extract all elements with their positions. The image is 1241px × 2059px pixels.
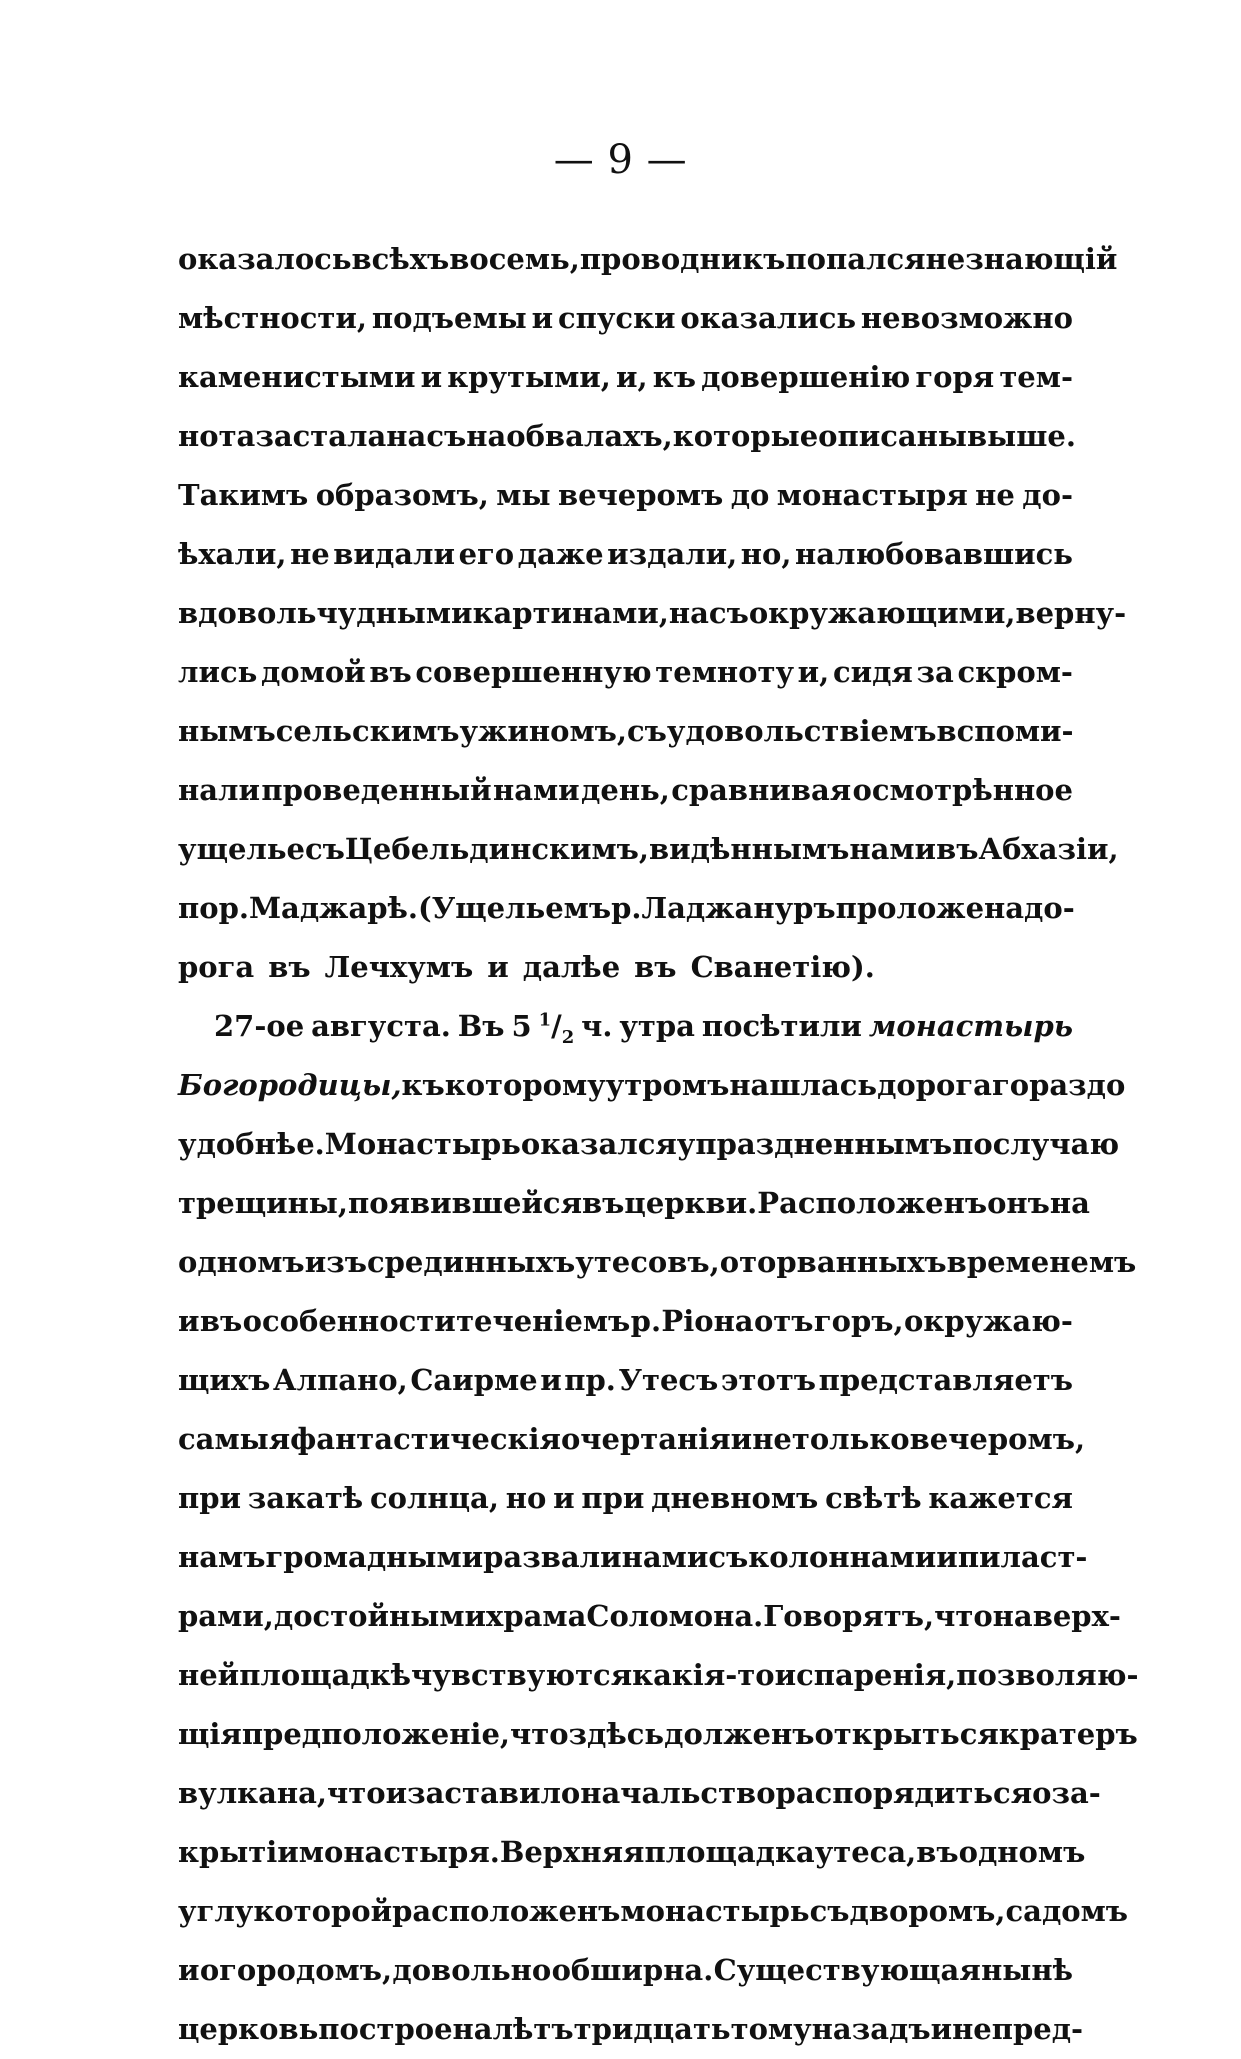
word: проведенный bbox=[261, 773, 492, 807]
word: но bbox=[505, 1481, 547, 1515]
word: крутыми, bbox=[447, 360, 611, 394]
word: подъемы bbox=[371, 301, 527, 335]
word: домой bbox=[260, 655, 366, 689]
word: 5 bbox=[511, 1009, 532, 1043]
word: и bbox=[178, 1953, 200, 1987]
word: Говорятъ, bbox=[763, 1599, 935, 1633]
word: что bbox=[327, 1776, 386, 1810]
word: которые bbox=[672, 419, 819, 453]
word: нами bbox=[849, 832, 937, 866]
word: къ bbox=[401, 1068, 445, 1102]
text-line bbox=[178, 761, 1073, 820]
word: мы bbox=[496, 478, 551, 512]
word: отъ bbox=[753, 1304, 814, 1338]
word: пиласт- bbox=[957, 1540, 1088, 1574]
word: случаю bbox=[992, 1127, 1120, 1161]
word: углу bbox=[178, 1894, 254, 1928]
word: только bbox=[791, 1422, 910, 1456]
word: этотъ bbox=[720, 1363, 817, 1397]
word: въ bbox=[268, 950, 311, 984]
word: нота bbox=[178, 419, 256, 453]
text-line bbox=[178, 1882, 1129, 1941]
word: гораздо bbox=[991, 1068, 1126, 1102]
word: храма bbox=[486, 1599, 587, 1633]
word: и, bbox=[797, 655, 830, 689]
word: съ bbox=[809, 1894, 850, 1928]
word: колоннами bbox=[748, 1540, 937, 1574]
text-line bbox=[178, 466, 1073, 525]
word: оказалось bbox=[178, 242, 352, 276]
word: но, bbox=[740, 537, 792, 571]
word: пред- bbox=[991, 2012, 1084, 2046]
word: Въ bbox=[457, 1009, 505, 1043]
word: не bbox=[952, 2012, 992, 2046]
word: закатѣ bbox=[247, 1481, 364, 1515]
word: упраздненнымъ bbox=[676, 1127, 953, 1161]
word: щія bbox=[178, 1717, 242, 1751]
word: громадными bbox=[265, 1540, 484, 1574]
word: съ bbox=[627, 714, 667, 748]
text-line bbox=[178, 407, 1076, 466]
word: не bbox=[290, 537, 330, 571]
word: лись bbox=[178, 655, 258, 689]
word: крытіи bbox=[178, 1835, 299, 1869]
word: самыя bbox=[178, 1422, 291, 1456]
text-line bbox=[178, 1115, 1120, 1174]
word: спуски bbox=[557, 301, 676, 335]
word: что bbox=[934, 1599, 993, 1633]
word: описаны bbox=[818, 419, 967, 453]
word: съ bbox=[304, 832, 345, 866]
text-line bbox=[178, 1410, 1086, 1469]
word: на bbox=[466, 419, 507, 453]
word: удобнѣе. bbox=[178, 1127, 325, 1161]
text-line bbox=[178, 525, 1073, 584]
word: Утесъ bbox=[618, 1363, 719, 1397]
word: утеса, bbox=[814, 1835, 917, 1869]
word: вечеромъ, bbox=[909, 1422, 1086, 1456]
word: кратеръ bbox=[998, 1717, 1138, 1751]
word: церкви. bbox=[624, 1186, 758, 1220]
word: и bbox=[540, 1363, 562, 1397]
word: не bbox=[975, 478, 1015, 512]
word: даже bbox=[517, 537, 604, 571]
word: Абхазіи, bbox=[978, 832, 1119, 866]
word: его bbox=[458, 537, 515, 571]
word: развалинами bbox=[483, 1540, 709, 1574]
text-line bbox=[178, 289, 1073, 348]
text-line bbox=[178, 584, 1127, 643]
word: издали, bbox=[607, 537, 738, 571]
word: теченіемъ bbox=[456, 1304, 631, 1338]
word: видѣннымъ bbox=[649, 832, 850, 866]
word: вечеромъ bbox=[557, 478, 724, 512]
word: особенности bbox=[242, 1304, 456, 1338]
word: мѣстности, bbox=[178, 301, 368, 335]
word: назадъ bbox=[811, 2012, 931, 2046]
word: что bbox=[510, 1717, 569, 1751]
text-line bbox=[178, 1528, 1088, 1587]
text-line bbox=[178, 1351, 1073, 1410]
word: обширна. bbox=[551, 1953, 714, 1987]
word: до- bbox=[1022, 478, 1073, 512]
word: до bbox=[730, 478, 770, 512]
word: онъ bbox=[987, 1186, 1050, 1220]
word: насъ bbox=[668, 596, 749, 630]
word: и bbox=[385, 1776, 408, 1810]
word: скром- bbox=[957, 655, 1073, 689]
text-line bbox=[178, 1823, 1086, 1882]
word: къ bbox=[652, 360, 696, 394]
word: о bbox=[1032, 1776, 1052, 1810]
word: тридцать bbox=[573, 2012, 731, 2046]
word: вдоволь bbox=[178, 596, 317, 630]
word: и bbox=[420, 360, 443, 394]
word: позволяю- bbox=[956, 1658, 1139, 1692]
word: далѣе bbox=[522, 950, 621, 984]
text-line bbox=[178, 1705, 1138, 1764]
word: 27-ое bbox=[214, 1009, 305, 1043]
word: которому bbox=[444, 1068, 606, 1102]
word: сидя bbox=[832, 655, 913, 689]
word: попался bbox=[785, 242, 926, 276]
word: окружающими, bbox=[748, 596, 1016, 630]
word: въ bbox=[199, 1304, 243, 1338]
word: въ bbox=[936, 832, 979, 866]
word: трещины, bbox=[178, 1186, 348, 1220]
word: дневномъ bbox=[651, 1481, 819, 1515]
word: (Ущельемъ bbox=[418, 891, 612, 925]
word: оказался bbox=[520, 1127, 677, 1161]
word: августа. bbox=[311, 1009, 451, 1043]
word: ней bbox=[178, 1658, 240, 1692]
text-line bbox=[178, 1233, 1137, 1292]
word: площадка bbox=[644, 1835, 815, 1869]
word: за bbox=[916, 655, 954, 689]
word: въ bbox=[916, 1835, 959, 1869]
text-line bbox=[178, 1292, 1073, 1351]
word: р. bbox=[611, 891, 642, 925]
word: при bbox=[178, 1481, 242, 1515]
word: кажется bbox=[928, 1481, 1073, 1515]
word: Существующая bbox=[713, 1953, 981, 1987]
word: темноту bbox=[655, 655, 795, 689]
word: утра bbox=[619, 1009, 695, 1043]
word: очертанія bbox=[560, 1422, 731, 1456]
word: по bbox=[178, 891, 219, 925]
word: долженъ bbox=[664, 1717, 815, 1751]
word: застала bbox=[255, 419, 387, 453]
word: восемь, bbox=[449, 242, 580, 276]
word: какія-то bbox=[632, 1658, 775, 1692]
word: распорядиться bbox=[775, 1776, 1033, 1810]
word: тем- bbox=[999, 360, 1073, 394]
text-line bbox=[178, 1056, 1126, 1115]
word: р. bbox=[630, 1304, 662, 1338]
text-line bbox=[178, 643, 1073, 702]
word: картинами, bbox=[472, 596, 669, 630]
word: огородомъ, bbox=[199, 1953, 393, 1987]
word: срединныхъ bbox=[366, 1245, 576, 1279]
word: и, bbox=[616, 360, 648, 394]
word: намъ bbox=[178, 1540, 266, 1574]
word: нынѣ bbox=[981, 1953, 1073, 1987]
word: Богородицы, bbox=[178, 1068, 402, 1102]
word: предположеніе, bbox=[241, 1717, 510, 1751]
word: начальство bbox=[580, 1776, 776, 1810]
word: нали bbox=[178, 773, 260, 807]
word: рами, bbox=[178, 1599, 274, 1633]
word: вулкана, bbox=[178, 1776, 328, 1810]
word: монастырь bbox=[620, 1894, 810, 1928]
word: утесовъ, bbox=[575, 1245, 720, 1279]
word: на bbox=[992, 1599, 1033, 1633]
word: и bbox=[930, 2012, 953, 2046]
word: нашлась bbox=[729, 1068, 878, 1102]
word: Ріона bbox=[661, 1304, 754, 1338]
word: Маджарѣ. bbox=[248, 891, 419, 925]
word: дорога bbox=[877, 1068, 992, 1102]
word: совершенную bbox=[415, 655, 652, 689]
text-line bbox=[178, 997, 1073, 1056]
word: и bbox=[936, 1540, 958, 1574]
word: насъ bbox=[386, 419, 467, 453]
word: проводникъ bbox=[579, 242, 786, 276]
word: фантастическія bbox=[290, 1422, 561, 1456]
word: до- bbox=[1024, 891, 1075, 925]
word: окружаю- bbox=[903, 1304, 1073, 1338]
text-line bbox=[178, 938, 1073, 997]
word: Цебельдинскимъ, bbox=[344, 832, 649, 866]
word: удовольствіемъ bbox=[666, 714, 937, 748]
word: довершенію bbox=[701, 360, 911, 394]
word: и bbox=[730, 1422, 753, 1456]
word: одномъ bbox=[178, 1245, 305, 1279]
word: Монастырь bbox=[324, 1127, 521, 1161]
word: открыться bbox=[814, 1717, 999, 1751]
word: и bbox=[531, 301, 554, 335]
text-line bbox=[178, 1646, 1139, 1705]
text-line bbox=[178, 1469, 1073, 1528]
word: церковь bbox=[178, 2012, 319, 2046]
word: дворомъ, bbox=[849, 1894, 1006, 1928]
word: обвалахъ, bbox=[506, 419, 673, 453]
word: пр. bbox=[564, 1363, 616, 1397]
word: въ bbox=[582, 1186, 625, 1220]
word: нымъ bbox=[178, 714, 276, 748]
word: садомъ bbox=[1005, 1894, 1129, 1928]
word: монастырь bbox=[868, 1009, 1073, 1043]
text-line bbox=[178, 820, 1119, 879]
word: лѣтъ bbox=[492, 2012, 574, 2046]
word: изъ bbox=[304, 1245, 367, 1279]
word: налюбовавшись bbox=[795, 537, 1073, 571]
word: временемъ bbox=[946, 1245, 1137, 1279]
word: и bbox=[178, 1304, 200, 1338]
word: осмотрѣнное bbox=[852, 773, 1073, 807]
word: оказались bbox=[680, 301, 857, 335]
text-line bbox=[178, 702, 1073, 761]
word: и bbox=[487, 950, 509, 984]
word: проложена bbox=[835, 891, 1025, 925]
word: всѣхъ bbox=[351, 242, 450, 276]
word: чудными bbox=[316, 596, 473, 630]
word: посѣтили bbox=[701, 1009, 862, 1043]
word: Ладжануръ bbox=[641, 891, 836, 925]
word: оторванныхъ bbox=[719, 1245, 947, 1279]
word: $^1/_2$ bbox=[538, 1009, 575, 1048]
word: Верхняя bbox=[499, 1835, 645, 1869]
word: за- bbox=[1051, 1776, 1101, 1810]
word: невозможно bbox=[860, 301, 1073, 335]
word: сельскимъ bbox=[275, 714, 460, 748]
word: съ bbox=[708, 1540, 749, 1574]
word: сравнивая bbox=[671, 773, 852, 807]
word: на bbox=[1049, 1186, 1090, 1220]
body-text bbox=[178, 230, 1139, 2059]
word: довольно bbox=[392, 1953, 552, 1987]
text-line bbox=[178, 1174, 1090, 1233]
word: выше. bbox=[966, 419, 1076, 453]
word: Соломона. bbox=[586, 1599, 764, 1633]
word: здѣсь bbox=[568, 1717, 665, 1751]
word: не bbox=[752, 1422, 792, 1456]
word: день, bbox=[581, 773, 670, 807]
word: Лечхумъ bbox=[324, 950, 474, 984]
text-line bbox=[178, 348, 1073, 407]
word: испаренія, bbox=[774, 1658, 957, 1692]
word: представляетъ bbox=[818, 1363, 1073, 1397]
word: монастыря bbox=[776, 478, 968, 512]
word: утромъ bbox=[605, 1068, 730, 1102]
word: построена bbox=[318, 2012, 493, 2046]
word: нами bbox=[492, 773, 580, 807]
word: Саирме bbox=[410, 1363, 538, 1397]
word: рога bbox=[178, 950, 255, 984]
word: расположенъ bbox=[392, 1894, 621, 1928]
word: р. bbox=[218, 891, 249, 925]
word: ѣхали, bbox=[178, 537, 287, 571]
word: въ bbox=[634, 950, 677, 984]
word: заставило bbox=[407, 1776, 581, 1810]
word: тому bbox=[730, 2012, 812, 2046]
word: вспоми- bbox=[936, 714, 1074, 748]
word: Такимъ bbox=[178, 478, 309, 512]
word: солнца, bbox=[369, 1481, 499, 1515]
word: появившейся bbox=[347, 1186, 582, 1220]
word: чувствуются bbox=[411, 1658, 633, 1692]
word: въ bbox=[369, 655, 412, 689]
word: верну- bbox=[1015, 596, 1127, 630]
word: которой bbox=[253, 1894, 393, 1928]
text-line bbox=[178, 1941, 1073, 2000]
word: Алпано, bbox=[273, 1363, 408, 1397]
word: незнающій bbox=[925, 242, 1118, 276]
word: свѣтѣ bbox=[825, 1481, 922, 1515]
word: ущелье bbox=[178, 832, 305, 866]
word: образомъ, bbox=[315, 478, 489, 512]
word: ч. bbox=[581, 1009, 613, 1043]
word: и bbox=[553, 1481, 575, 1515]
word: щихъ bbox=[178, 1363, 271, 1397]
text-line bbox=[178, 879, 1073, 938]
text-line bbox=[178, 1587, 1121, 1646]
text-line bbox=[178, 2000, 1084, 2059]
text-line bbox=[178, 230, 1118, 289]
word: площадкѣ bbox=[239, 1658, 412, 1692]
word: монастыря. bbox=[298, 1835, 500, 1869]
word: каменистыми bbox=[178, 360, 416, 394]
word: Сванетію). bbox=[690, 950, 875, 984]
word: Расположенъ bbox=[757, 1186, 988, 1220]
word: ужиномъ, bbox=[459, 714, 627, 748]
text-line bbox=[178, 1764, 1101, 1823]
word: одномъ bbox=[958, 1835, 1086, 1869]
word: достойными bbox=[273, 1599, 487, 1633]
word: горя bbox=[915, 360, 995, 394]
word: горъ, bbox=[813, 1304, 904, 1338]
word: по bbox=[952, 1127, 993, 1161]
word: при bbox=[581, 1481, 645, 1515]
page-number: — 9 — bbox=[553, 137, 688, 183]
word: видали bbox=[333, 537, 456, 571]
word: верх- bbox=[1032, 1599, 1121, 1633]
